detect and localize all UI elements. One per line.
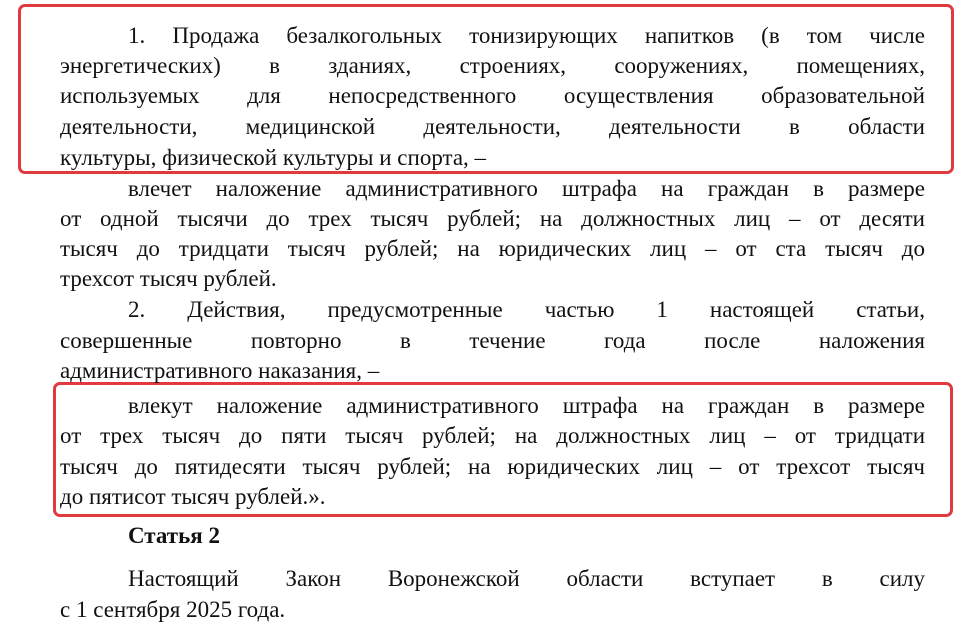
- penalty2-line: влекут наложение административного штрафа на граждан в размере: [128, 393, 925, 418]
- penalty2-line: от трех тысяч до пяти тысяч рублей; на должностных лиц – от тридцати: [60, 423, 925, 448]
- part2-line: 2. Действия, предусмотренные частью 1 настоящей статьи,: [128, 297, 925, 322]
- part2-line: административного наказания, –: [60, 358, 380, 383]
- part2-line: совершенные повторно в течение года после наложения: [60, 328, 925, 353]
- penalty1-line: от одной тысячи до трех тысяч рублей; на должностных лиц – от десяти: [60, 206, 925, 231]
- penalty2-line: тысяч до пятидесяти тысяч рублей; на юридических лиц – от трехсот тысяч: [60, 454, 925, 479]
- part1-line: деятельности, медицинской деятельности, деятельности в области: [60, 114, 925, 139]
- penalty1-line: влечет наложение административного штрафа на граждан в размере: [128, 176, 925, 201]
- article2-heading: Статья 2: [128, 523, 220, 548]
- penalty1-line: трехсот тысяч рублей.: [60, 266, 277, 291]
- part1-line: 1. Продажа безалкогольных тонизирующих напитков (в том числе: [128, 23, 925, 48]
- part1-line: культуры, физической культуры и спорта, –: [60, 145, 487, 170]
- article2-line: Настоящий Закон Воронежской области вступает в силу: [128, 566, 925, 591]
- penalty2-line: до пятисот тысяч рублей.».: [60, 484, 326, 509]
- article2-line: с 1 сентября 2025 года.: [60, 597, 286, 622]
- part1-line: энергетических) в зданиях, строениях, сооружениях, помещениях,: [60, 53, 925, 78]
- part1-line: используемых для непосредственного осуществления образовательной: [60, 83, 925, 108]
- penalty1-line: тысяч до тридцати тысяч рублей; на юридических лиц – от ста тысяч до: [60, 236, 925, 261]
